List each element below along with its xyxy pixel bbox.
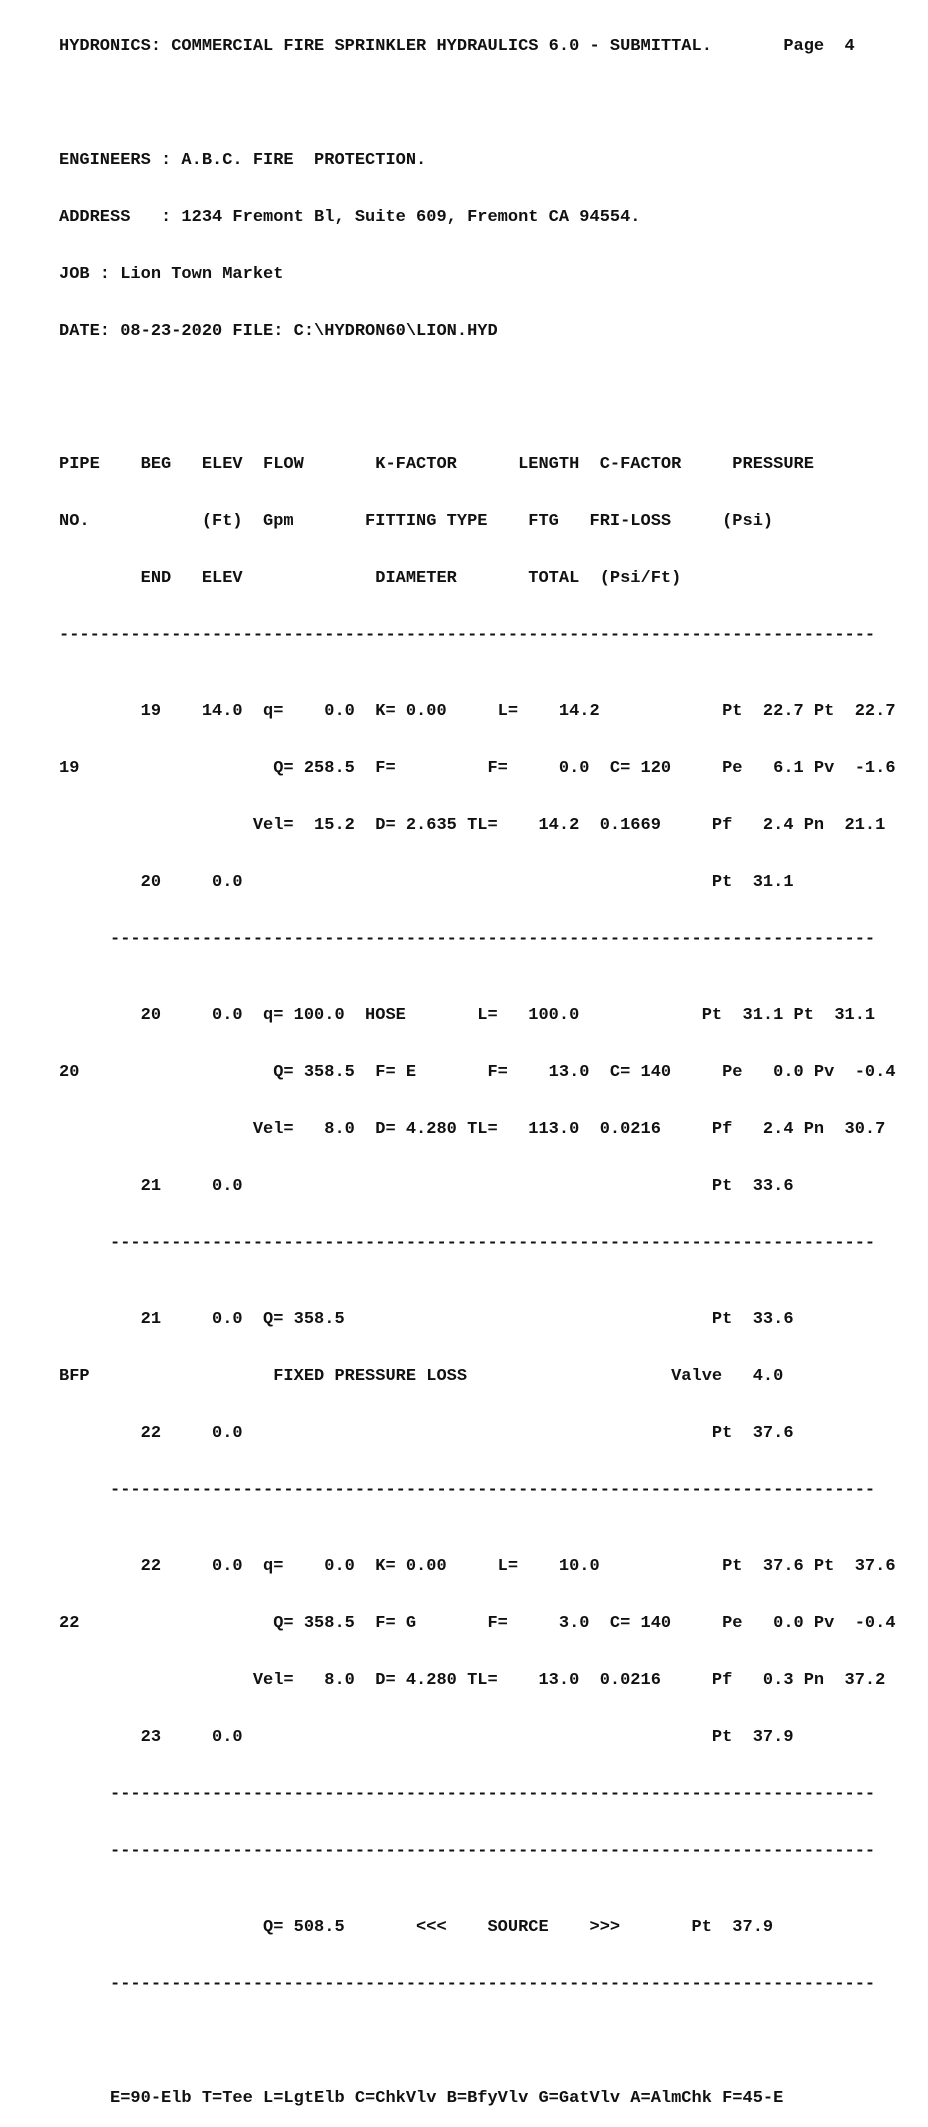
- report-title-line: HYDRONICS: COMMERCIAL FIRE SPRINKLER HYDRAULICS 6.0 - SUBMITTAL. Page 4: [59, 37, 855, 56]
- pipe-19-line-3: Vel= 15.2 D= 2.635 TL= 14.2 0.1669 Pf 2.4 Pn 21.1: [59, 816, 886, 835]
- pipe-22-line-1: 22 0.0 q= 0.0 K= 0.00 L= 10.0 Pt 37.6 Pt 37.6: [59, 1557, 896, 1576]
- source-summary-line: Q= 508.5 <<< SOURCE >>> Pt 37.9: [59, 1918, 774, 1937]
- separator-full: --------------------------------------------------------------------------------: [59, 626, 876, 645]
- pipe-20-line-2: 20 Q= 358.5 F= E F= 13.0 C= 140 Pe 0.0 Pv -0.4: [59, 1063, 896, 1082]
- separator-inner: ---------------------------------------------------------------------------: [59, 1481, 876, 1500]
- pipe-20-line-4: 21 0.0 Pt 33.6: [59, 1177, 794, 1196]
- column-header-row-2: NO. (Ft) Gpm FITTING TYPE FTG FRI-LOSS (Psi): [59, 512, 774, 531]
- pipe-22-line-2: 22 Q= 358.5 F= G F= 3.0 C= 140 Pe 0.0 Pv -0.4: [59, 1614, 896, 1633]
- blank-line: [59, 2032, 896, 2051]
- address-line: ADDRESS : 1234 Fremont Bl, Suite 609, Fremont CA 94554.: [59, 208, 641, 227]
- pipe-20-line-1: 20 0.0 q= 100.0 HOSE L= 100.0 Pt 31.1 Pt 31.1: [59, 1006, 876, 1025]
- column-header-row-3: END ELEV DIAMETER TOTAL (Psi/Ft): [59, 569, 682, 588]
- pipe-20-line-3: Vel= 8.0 D= 4.280 TL= 113.0 0.0216 Pf 2.4 Pn 30.7: [59, 1120, 886, 1139]
- job-line: JOB : Lion Town Market: [59, 265, 284, 284]
- hydraulics-report: [59, 0, 896, 2127]
- pipe-19-line-4: 20 0.0 Pt 31.1: [59, 873, 794, 892]
- fitting-legend-line: E=90-Elb T=Tee L=LgtElb C=ChkVlv B=BfyVlv G=GatVlv A=AlmChk F=45-E: [59, 2089, 784, 2108]
- engineers-line: ENGINEERS : A.B.C. FIRE PROTECTION.: [59, 151, 427, 170]
- pipe-22-line-3: Vel= 8.0 D= 4.280 TL= 13.0 0.0216 Pf 0.3 Pn 37.2: [59, 1671, 886, 1690]
- date-file-line: DATE: 08-23-2020 FILE: C:\HYDRON60\LION.HYD: [59, 322, 498, 341]
- pipe-19-line-1: 19 14.0 q= 0.0 K= 0.00 L= 14.2 Pt 22.7 Pt 22.7: [59, 702, 896, 721]
- pipe-22-line-4: 23 0.0 Pt 37.9: [59, 1728, 794, 1747]
- separator-inner: ---------------------------------------------------------------------------: [59, 1234, 876, 1253]
- pipe-bfp-line-3: 22 0.0 Pt 37.6: [59, 1424, 794, 1443]
- pipe-bfp-line-2: BFP FIXED PRESSURE LOSS Valve 4.0: [59, 1367, 784, 1386]
- separator-inner: ---------------------------------------------------------------------------: [59, 1842, 876, 1861]
- pipe-bfp-line-1: 21 0.0 Q= 358.5 Pt 33.6: [59, 1310, 794, 1329]
- separator-inner: ---------------------------------------------------------------------------: [59, 1975, 876, 1994]
- separator-inner: ---------------------------------------------------------------------------: [59, 930, 876, 949]
- separator-inner: ---------------------------------------------------------------------------: [59, 1785, 876, 1804]
- pipe-19-line-2: 19 Q= 258.5 F= F= 0.0 C= 120 Pe 6.1 Pv -1.6: [59, 759, 896, 778]
- blank-line: [59, 94, 896, 113]
- column-header-row-1: PIPE BEG ELEV FLOW K-FACTOR LENGTH C-FACTOR PRESSURE: [59, 455, 814, 474]
- blank-line: [59, 379, 896, 398]
